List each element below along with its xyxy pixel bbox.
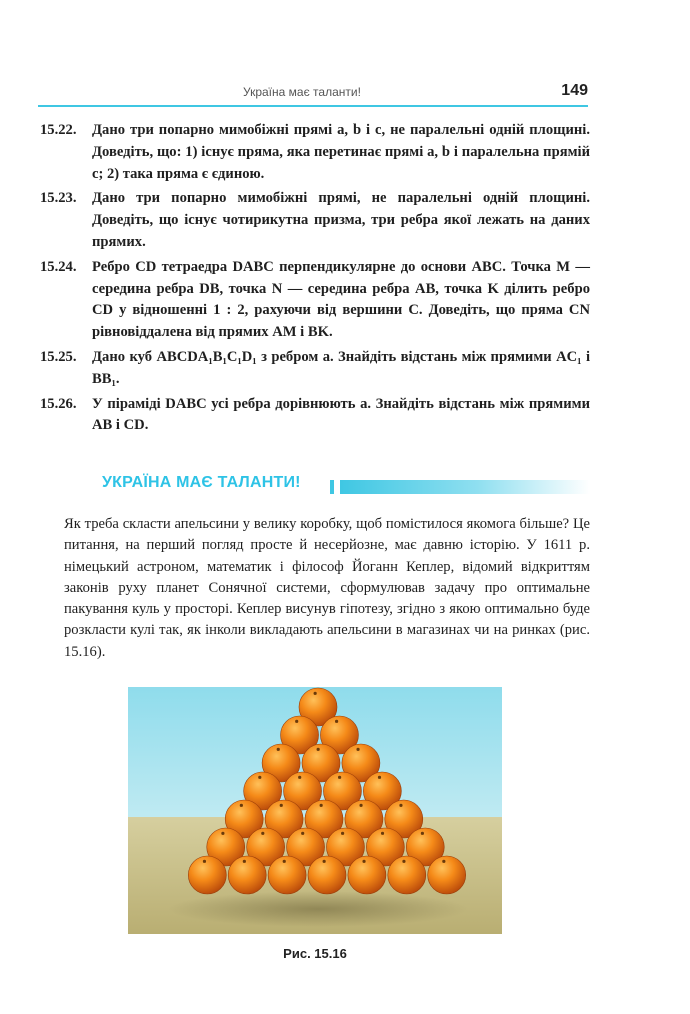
page-header [38,82,588,108]
orange-fruit [348,856,386,894]
page-number: 149 [561,82,588,99]
problem-number: 15.22. [40,122,77,138]
section-gradient-bar [340,480,590,494]
orange-stem [335,720,338,723]
header-rule [38,105,588,107]
orange-stem [317,748,320,751]
orange-stem [338,776,341,779]
problem-text: Дано три попарно мимобіжні прямі, не паралельні одній площині. Доведіть, що існує чотирикутна призма, три ребра якої лежать на даних прямих. [92,190,590,250]
problem-number: 15.24. [40,258,77,275]
orange-pyramid-figure [128,687,502,934]
orange-stem [359,804,362,807]
orange-stem [378,776,381,779]
running-title: Україна має таланти! [243,85,361,99]
problem-text: Дано три попарно мимобіжні прямі a, b і c, не паралельні одній площині. Доведіть, що: 1) існує пряма, яка перетинає прямі a, b і паралельна прямій c; 2) така пряма є єдиною. [92,122,590,182]
orange-stem [341,832,344,835]
orange-stem [261,832,264,835]
orange-stem [221,832,224,835]
orange-fruit [308,856,346,894]
orange-stem [421,832,424,835]
orange-stem [399,804,402,807]
orange-stem [243,860,246,863]
problem-15-23 [40,188,590,253]
orange-stem [362,860,365,863]
problem-text: Ребро CD тетраедра DABC перпендикулярне до основи ABC. Точка M — середина ребра DB, точка N — середина ребра AB, точка K ділить ребро CD у відношенні 1 : 2, рахуючи від вершини C. Доведіть, що пряма CN рівновіддалена від прямих AM і BK. [92,258,590,341]
problem-number: 15.25. [40,348,77,365]
orange-fruit [228,856,266,894]
orange-stem [323,860,326,863]
orange-stem [298,776,301,779]
pyramid-shadow [168,891,468,927]
orange-stem [283,860,286,863]
orange-stem [240,804,243,807]
orange-fruit [388,856,426,894]
orange-stem [314,692,317,695]
orange-stem [442,860,445,863]
problem-15-25 [40,347,590,391]
orange-stem [258,776,261,779]
orange-stem [277,748,280,751]
orange-stem [301,832,304,835]
problem-number: 15.26. [40,395,77,412]
problem-number: 15.23. [40,190,77,207]
problem-text: Дано куб ABCDA₁B₁C₁D₁ з ребром a. Знайдіть відстань між прямими AC₁ і BB₁. [92,348,590,387]
orange-stem [280,804,283,807]
orange-fruit [188,856,226,894]
orange-stem [381,832,384,835]
orange-stem [203,860,206,863]
orange-fruit [268,856,306,894]
orange-fruit [428,856,466,894]
orange-stem [320,804,323,807]
orange-pyramid-image [128,687,502,934]
figure-caption: Рис. 15.16 [283,946,347,961]
orange-stem [402,860,405,863]
problem-15-24 [40,257,590,344]
orange-stem [295,720,298,723]
problem-list [40,120,590,440]
orange-stem [356,748,359,751]
problem-15-22 [40,120,590,185]
section-paragraph: Як треба скласти апельсини у велику коробку, щоб помістилося якомога більше? Це питання, на перший погляд просте й несерйозне, має давню історію. У 1611 р. німецький астроном, математик і філософ Йоганн Кеплер, відомий відкриттям законів руху планет Сонячної системи, сформулював задачу про оптимальне пакування куль у просторі. Кеплер висунув гіпотезу, згідно з якою оптимально буде розкласти кулі так, як інколи викладають апельсини в магазинах чи на ринках (рис. 15.16). [64,516,590,660]
problem-15-26 [40,394,590,438]
section-title: УКРАЇНА МАЄ ТАЛАНТИ! [102,474,301,491]
problem-text: У піраміді DABC усі ребра дорівнюють a. Знайдіть відстань між прямими AB і CD. [92,395,590,434]
section-heading [102,474,590,498]
